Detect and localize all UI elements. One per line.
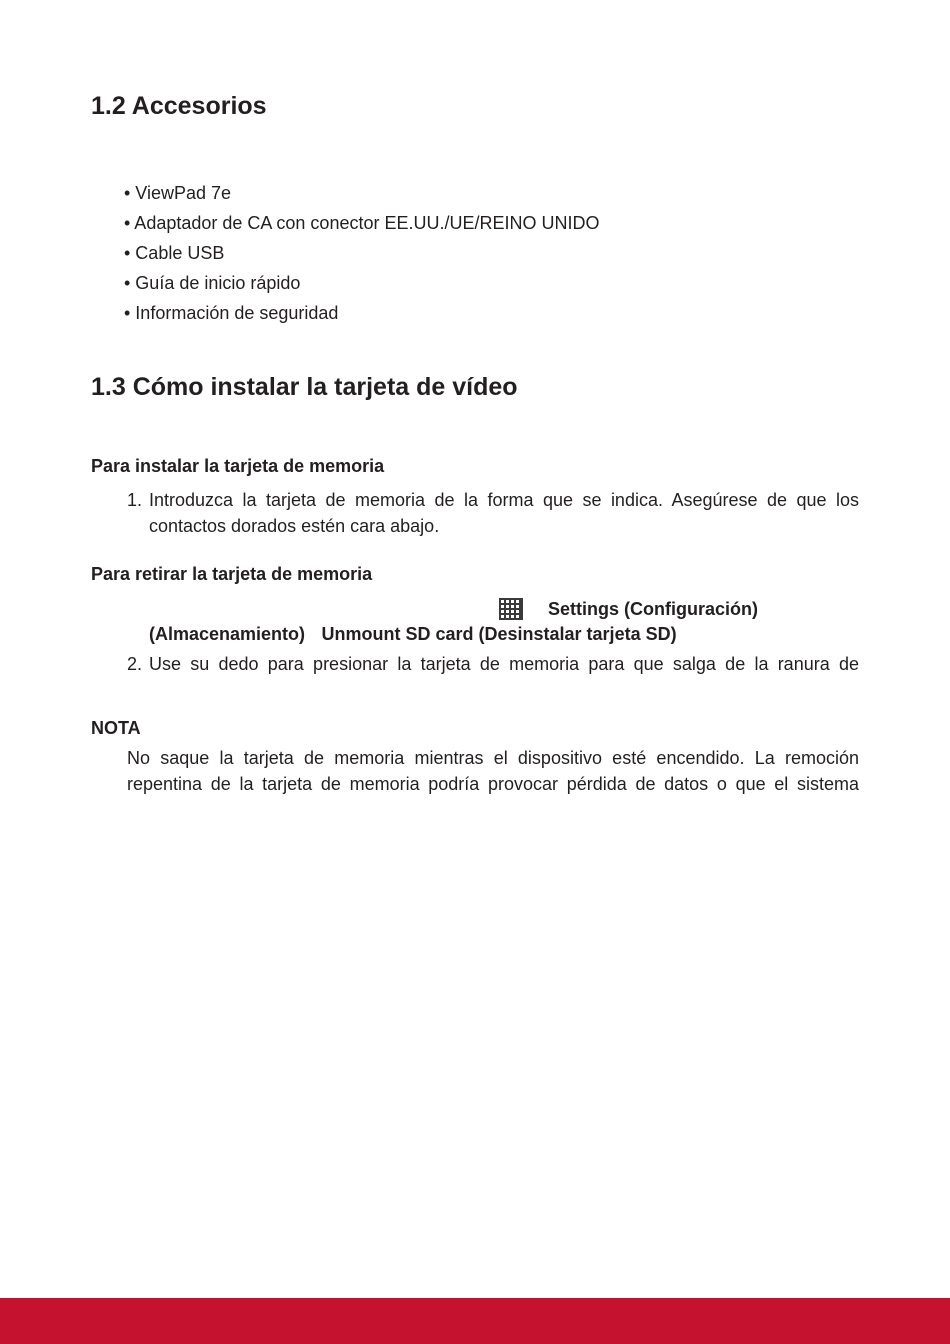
step-text-line: contactos dorados estén cara abajo. [149,516,440,536]
section-title-accessories: 1.2 Accesorios [91,92,267,120]
list-item: • Información de seguridad [124,303,339,323]
step-insert-card [127,487,859,539]
step-number: 2. [127,654,143,674]
section-title-install: 1.3 Cómo instalar la tarjeta de vídeo [91,373,518,401]
step-text-line: Introduzca la tarjeta de memoria de la forma que se indica. Asegúrese de que los [149,490,859,510]
step-remove-card [127,651,859,677]
apps-grid-icon [499,598,523,620]
step-number: 1. [127,490,143,510]
subheading-remove-card: Para retirar la tarjeta de memoria [91,564,373,584]
subheading-insert-card: Para instalar la tarjeta de memoria [91,456,385,476]
note-text [127,745,859,797]
unmount-sd-label: Unmount SD card (Desinstalar tarjeta SD) [321,624,677,644]
note-text-line: No saque la tarjeta de memoria mientras el dispositivo esté encendido. La remoción [127,748,859,768]
note-text-line: repentina de la tarjeta de memoria podría provocar pérdida de datos o que el sistema [127,774,859,794]
note-heading: NOTA [91,718,141,738]
storage-path-line [149,621,677,647]
step-text-line: Use su dedo para presionar la tarjeta de memoria para que salga de la ranura de [149,654,859,674]
settings-label: Settings (Configuración) [548,599,758,619]
list-item: • ViewPad 7e [124,183,232,203]
accessories-list [124,178,600,328]
list-item: • Guía de inicio rápido [124,273,301,293]
storage-label: (Almacenamiento) [149,624,306,644]
list-item: • Adaptador de CA con conector EE.UU./UE/REINO UNIDO [124,213,600,233]
footer-bar [0,1298,950,1344]
list-item: • Cable USB [124,243,225,263]
